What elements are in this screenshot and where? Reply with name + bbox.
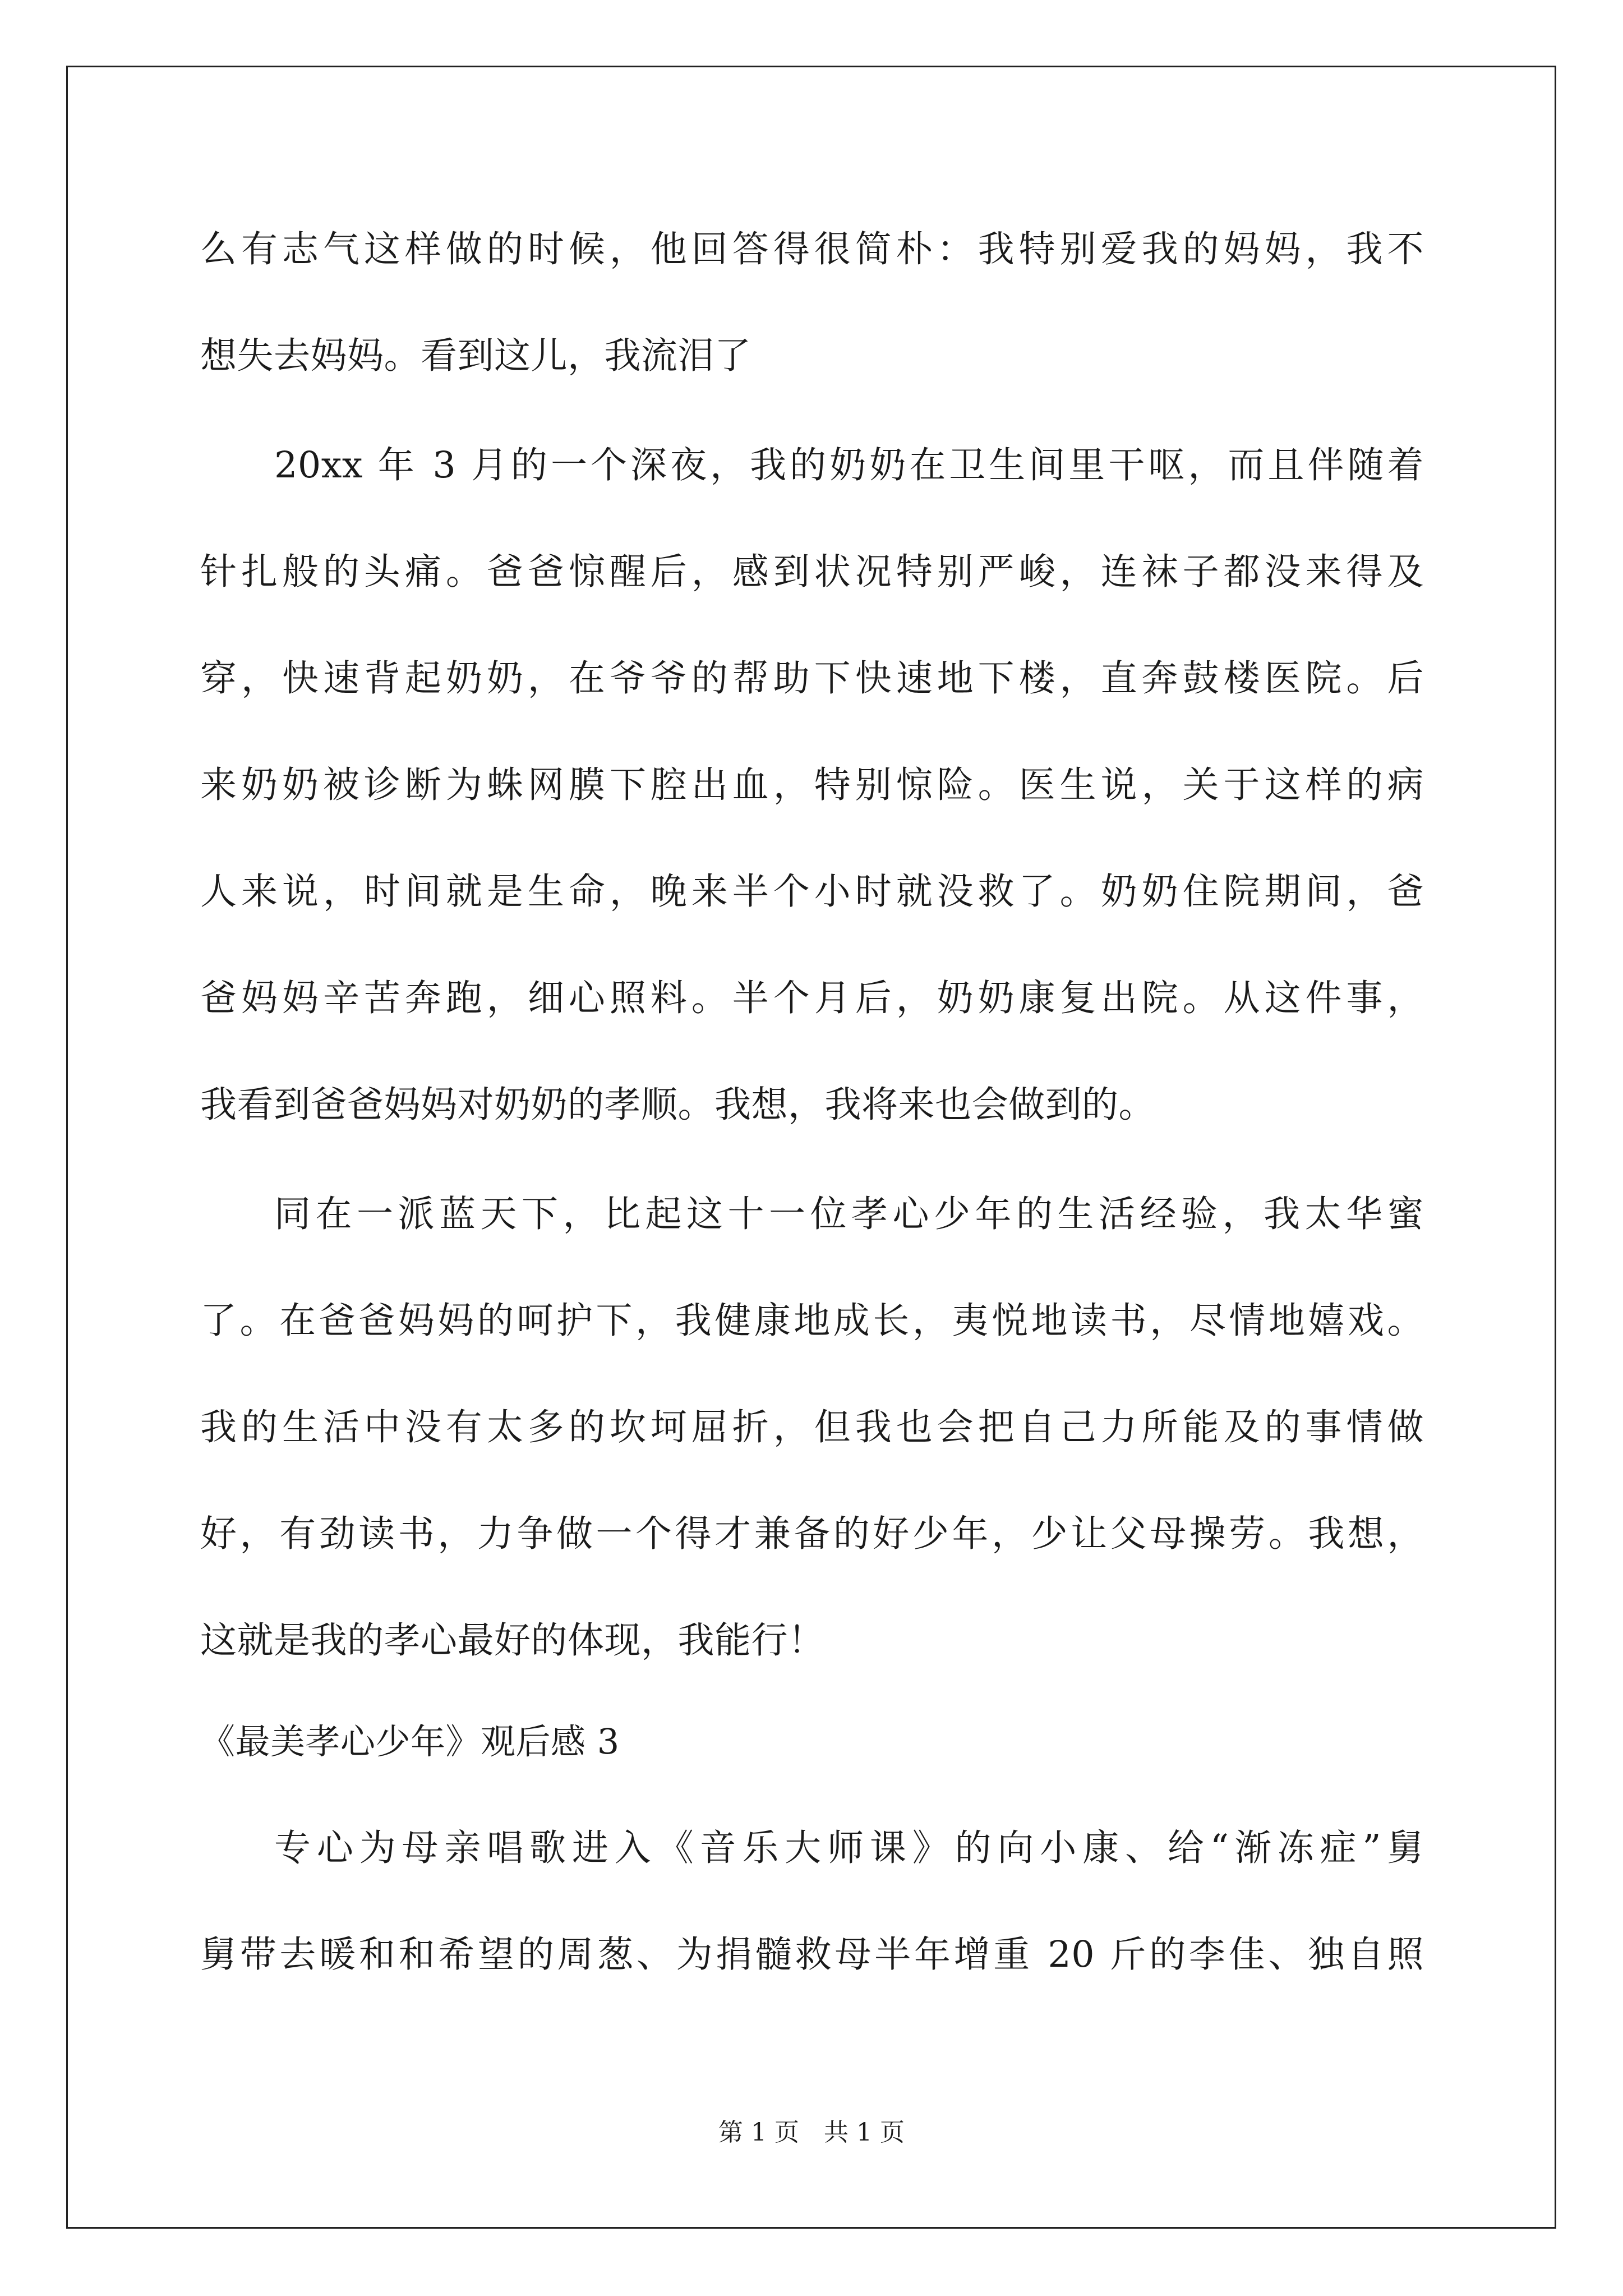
text-line: 这就是我的孝心最好的体现，我能行！	[200, 1619, 825, 1662]
text-line: 来奶奶被诊断为蛛网膜下腔出血，特别惊险。医生说，关于这样的病	[200, 764, 1424, 806]
text-line: 了。在爸爸妈妈的呵护下，我健康地成长，夷悦地读书，尽情地嬉戏。	[200, 1300, 1424, 1342]
text-line: 人来说，时间就是生命，晚来半个小时就没救了。奶奶住院期间，爸	[200, 871, 1424, 913]
text-line: 我看到爸爸妈妈对奶奶的孝顺。我想，我将来也会做到的。	[200, 1084, 1156, 1126]
text-line: 爸妈妈辛苦奔跑，细心照料。半个月后，奶奶康复出院。从这件事，	[200, 977, 1424, 1019]
text-line: 我的生活中没有太多的坎坷屈折，但我也会把自己力所能及的事情做	[200, 1406, 1424, 1448]
section-heading: 《最美孝心少年》观后感 3	[200, 1721, 620, 1762]
page-border	[66, 66, 1556, 2229]
text-line: 么有志气这样做的时候，他回答得很简朴：我特别爱我的妈妈，我不	[200, 228, 1424, 270]
text-line: 舅带去暖和和希望的周葱、为捐髓救母半年增重 20 斤的李佳、独自照	[200, 1934, 1424, 1976]
paragraph-start-line: 专心为母亲唱歌进入《音乐大师课》的向小康、给“渐冻症”舅	[274, 1827, 1424, 1869]
page-footer: 第 1 页 共 1 页	[718, 2118, 905, 2147]
paragraph-start-line: 同在一派蓝天下，比起这十一位孝心少年的生活经验，我太华蜜	[274, 1193, 1424, 1235]
text-line: 穿，快速背起奶奶，在爷爷的帮助下快速地下楼，直奔鼓楼医院。后	[200, 657, 1424, 700]
paragraph-start-line: 20xx 年 3 月的一个深夜，我的奶奶在卫生间里干呕，而且伴随着	[274, 444, 1424, 486]
text-line: 针扎般的头痛。爸爸惊醒后，感到状况特别严峻，连袜子都没来得及	[200, 551, 1424, 593]
text-line: 好，有劲读书，力争做一个得才兼备的好少年，少让父母操劳。我想，	[200, 1513, 1424, 1555]
text-line: 想失去妈妈。看到这儿，我流泪了	[200, 335, 751, 377]
